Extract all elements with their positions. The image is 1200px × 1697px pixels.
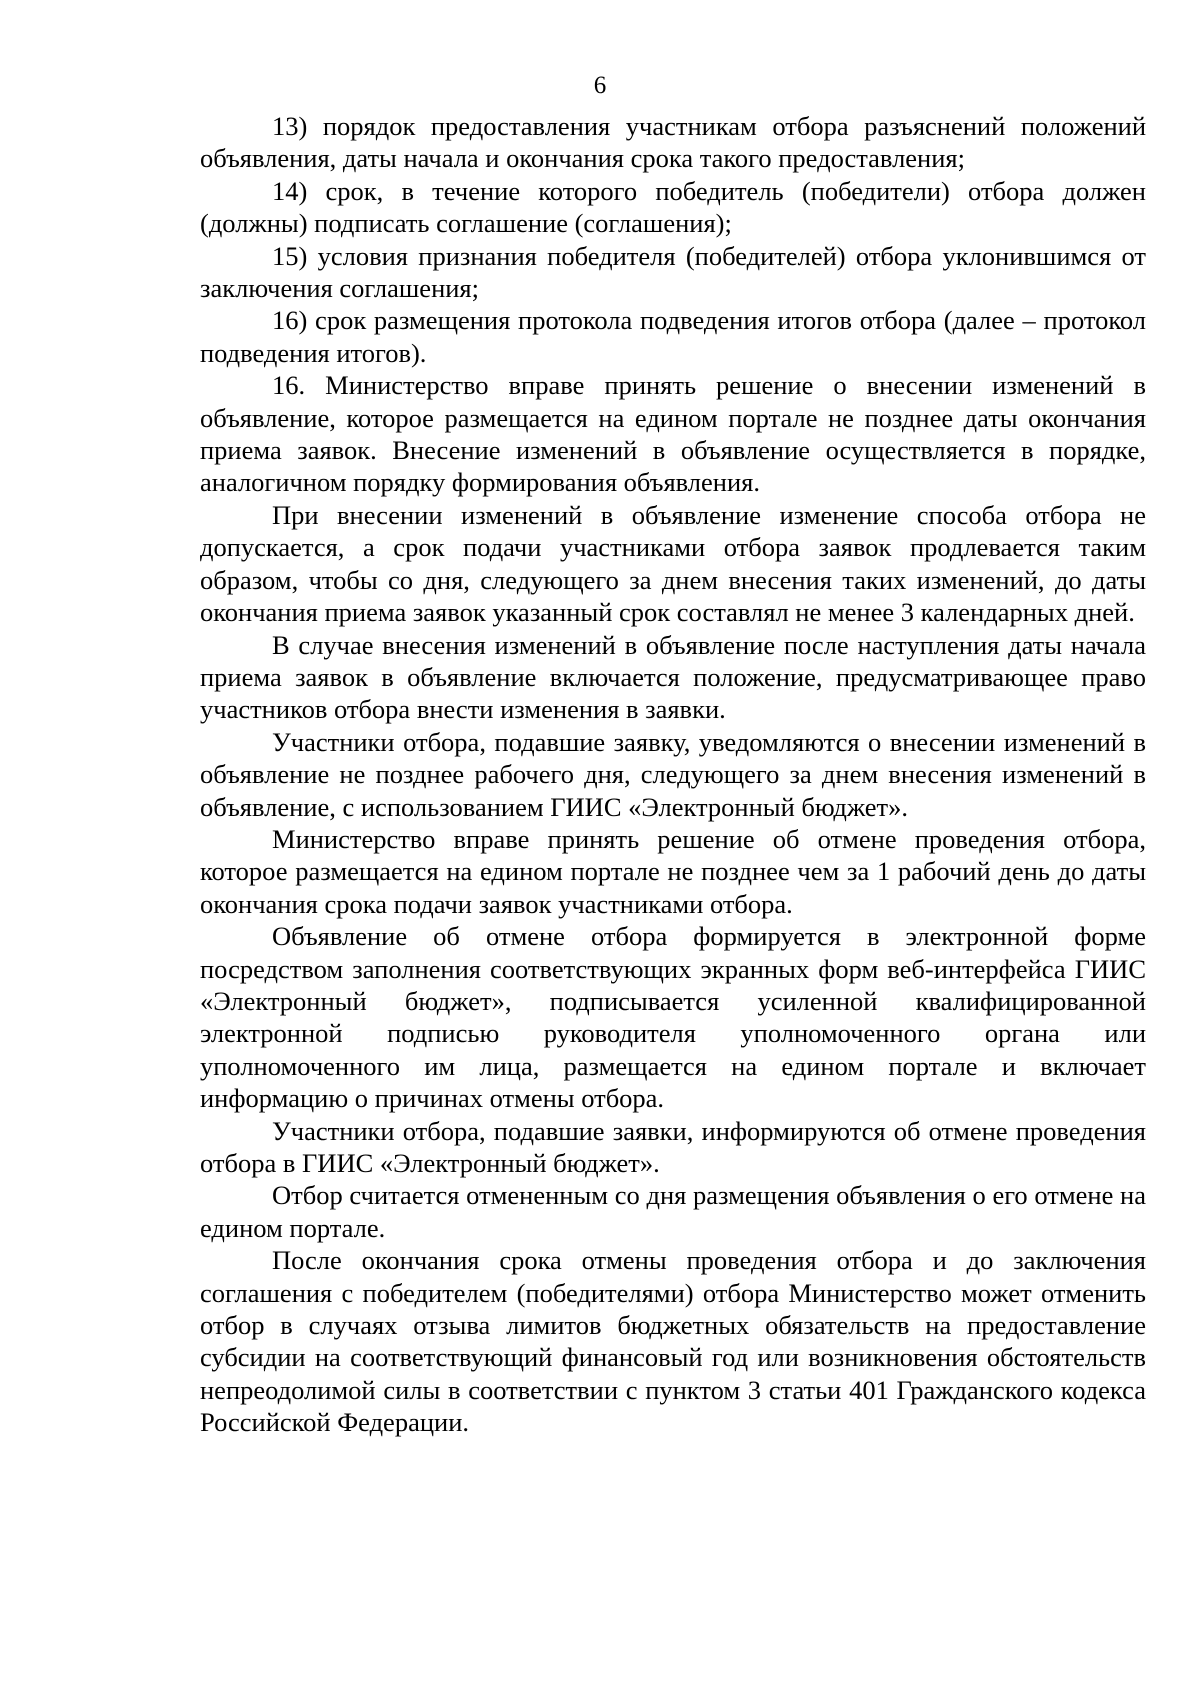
paragraph-participants-notified: Участники отбора, подавшие заявку, уведомляются о внесении изменений в объявление не позднее рабочего дня, следующего за днем внесения изменений в объявление, с использованием ГИИС «Электронный бюджет». — [200, 726, 1146, 822]
paragraph-clause-16: 16. Министерство вправе принять решение о внесении изменений в объявление, которое размещается на едином портале не позднее даты окончания приема заявок. Внесение изменений в объявление осуществляется в порядке, аналогичном порядку формирования объявления. — [200, 370, 1146, 498]
paragraph-item-15: 15) условия признания победителя (победителей) отбора уклонившимся от заключения соглашения; — [200, 240, 1146, 304]
paragraph-item-14: 14) срок, в течение которого победитель (победители) отбора должен (должны) подписать соглашение (соглашения); — [200, 175, 1146, 239]
paragraph-participants-informed: Участники отбора, подавшие заявки, информируются об отмене проведения отбора в ГИИС «Электронный бюджет». — [200, 1115, 1146, 1178]
paragraph-item-16: 16) срок размещения протокола подведения итогов отбора (далее – протокол подведения итогов). — [200, 305, 1146, 368]
paragraph-cancel-announcement: Объявление об отмене отбора формируется в электронной форме посредством заполнения соответствующих экранных форм веб-интерфейса ГИИС «Электронный бюджет», подписывается усиленной квалифицированной электронной подписью руководителя уполномоченного органа или уполномоченного им лица, размещается на едином портале и включает информацию о причинах отмены отбора. — [200, 921, 1146, 1114]
page-number: 6 — [593, 72, 607, 99]
paragraph-cancel-effective: Отбор считается отмененным со дня размещения объявления о его отмене на едином портале. — [200, 1180, 1146, 1243]
paragraph-change-after-start: В случае внесения изменений в объявление после наступления даты начала приема заявок в объявление включается положение, предусматривающее право участников отбора внести изменения в заявки. — [200, 629, 1146, 725]
paragraph-change-method: При внесении изменений в объявление изменение способа отбора не допускается, а срок подачи участниками отбора заявок продлевается таким образом, чтобы со дня, следующего за днем внесения таких изменений, до даты окончания приема заявок указанный срок составлял не менее 3 календарных дней. — [200, 499, 1146, 628]
paragraph-cancel-decision: Министерство вправе принять решение об отмене проведения отбора, которое размещается на едином портале не позднее чем за 1 рабочий день до даты окончания срока подачи заявок участниками отбора. — [200, 823, 1146, 919]
paragraph-cancel-after-period: После окончания срока отмены проведения отбора и до заключения соглашения с победителем (победителями) отбора Министерство может отменить отбор в случаях отзыва лимитов бюджетных обязательств на предоставление субсидии на соответствующий финансовый год или возникновения обстоятельств непреодолимой силы в соответствии с пунктом 3 статьи 401 Гражданского кодекса Российской Федерации. — [200, 1245, 1146, 1438]
paragraph-item-13: 13) порядок предоставления участникам отбора разъяснений положений объявления, даты начала и окончания срока такого предоставления; — [200, 111, 1146, 174]
document-body — [200, 110, 1146, 1439]
